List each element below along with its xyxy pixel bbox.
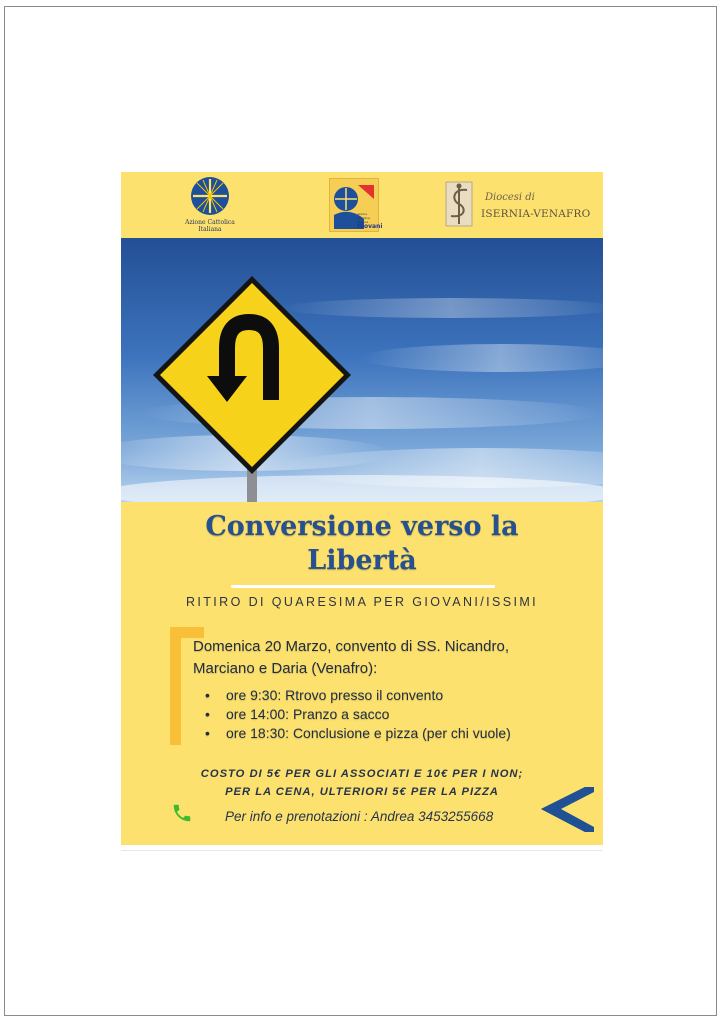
chevron-left-icon: [539, 787, 594, 832]
logo-bar: [121, 172, 603, 236]
title-line1: Conversione verso la: [205, 511, 519, 542]
program-intro-line2: Marciano e Daria (Venafro):: [193, 660, 378, 677]
acg-giovani: Giovani: [357, 223, 383, 230]
poster: [121, 172, 603, 845]
schedule-item-text: ore 18:30: Conclusione e pizza (per chi vuole): [226, 725, 511, 741]
title-line2: Libertà: [307, 545, 417, 576]
azione-cattolica-caption: Azione Cattolica Italiana: [185, 219, 235, 233]
phone-icon: [171, 802, 193, 824]
program-intro-line1: Domenica 20 Marzo, convento di SS. Nicandro,: [193, 638, 509, 655]
diocese-logo: [443, 178, 593, 230]
list-item: [193, 686, 593, 705]
bracket-accent-vertical: [170, 627, 181, 745]
program-intro: [193, 636, 593, 680]
list-item: [193, 724, 593, 743]
list-item: [193, 705, 593, 724]
poster-bottom-line: [121, 850, 603, 851]
cost-info: [121, 765, 603, 801]
azione-cattolica-logo: [179, 175, 241, 235]
contact-info: Per info e prenotazioni : Andrea 3453255668: [225, 809, 494, 824]
diocese-line1: Diocesi di: [485, 192, 535, 203]
acg-caption: Azione cattolica italiana: [357, 212, 370, 224]
poster-subtitle: RITIRO DI QUARESIMA PER GIOVANI/ISSIMI: [185, 595, 539, 609]
bullet-icon: •: [205, 706, 210, 722]
diocese-line2: ISERNIA-VENAFRO: [481, 208, 591, 220]
schedule-list: [193, 686, 593, 743]
cost-line2: PER LA CENA, ULTERIORI 5€ PER LA PIZZA: [225, 786, 499, 798]
acg-logo: [329, 178, 383, 232]
schedule-item-text: ore 9:30: Rtrovo presso il convento: [226, 687, 444, 703]
poster-title: [121, 510, 603, 578]
cost-line1: COSTO DI 5€ PER GLI ASSOCIATI E 10€ PER I NON;: [200, 768, 524, 780]
title-divider: [231, 585, 495, 588]
bullet-icon: •: [205, 725, 210, 741]
program: [193, 636, 593, 743]
sky-photo: [121, 238, 603, 502]
bullet-icon: •: [205, 687, 210, 703]
schedule-item-text: ore 14:00: Pranzo a sacco: [226, 706, 390, 722]
